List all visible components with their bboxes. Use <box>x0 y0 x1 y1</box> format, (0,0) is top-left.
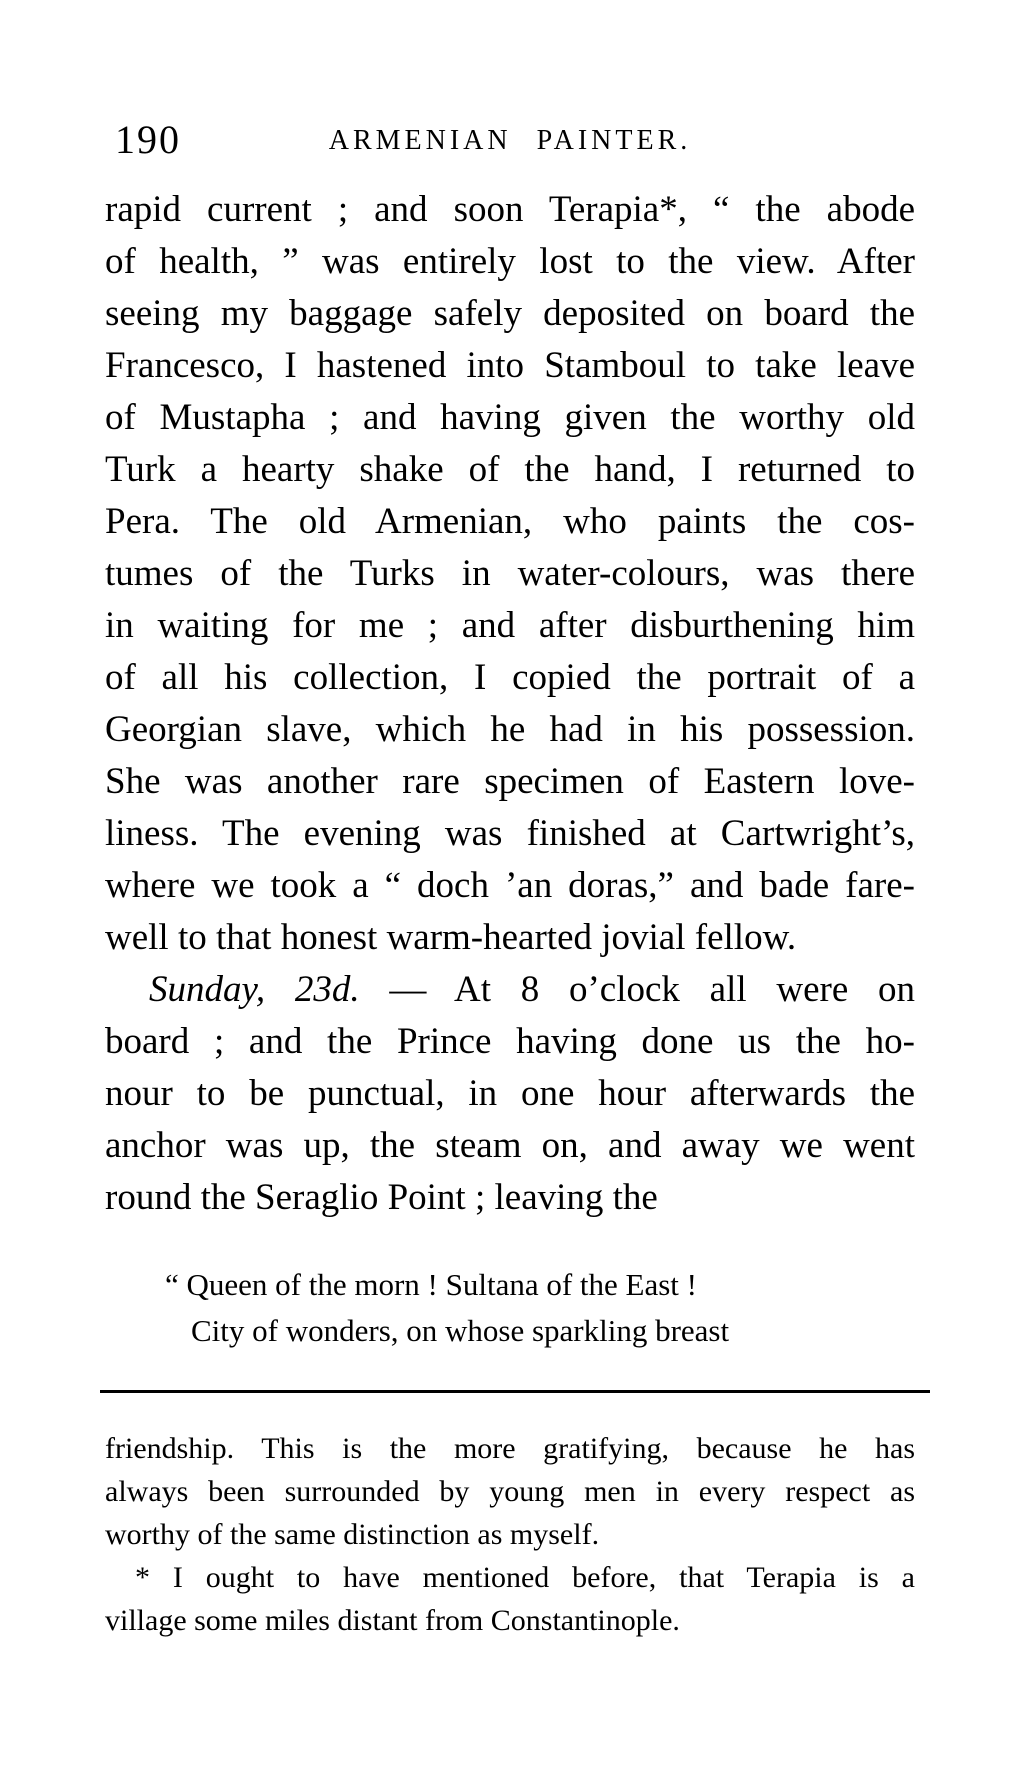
body-line: Georgian slave, which he had in his possession. <box>105 709 915 750</box>
poem-line: “ Queen of the morn ! Sultana of the East ! <box>165 1267 697 1302</box>
body-line: of all his collection, I copied the portrait of a <box>105 657 915 698</box>
footnote-line: village some miles distant from Constantinople. <box>105 1604 680 1637</box>
date-lead-italic: Sunday, 23d. <box>149 969 360 1010</box>
footnote-separator-rule <box>100 1390 930 1393</box>
body-line: anchor was up, the steam on, and away we went <box>105 1125 915 1166</box>
body-line: nour to be punctual, in one hour afterwards the <box>105 1073 915 1114</box>
body-line: Turk a hearty shake of the hand, I returned to <box>105 449 915 490</box>
body-line-rest: — At 8 o’clock all were on <box>359 969 915 1010</box>
page-header <box>105 116 915 160</box>
body-line paragraph-start <box>105 964 915 1016</box>
body-line: rapid current ; and soon Terapia*, “ the abode <box>105 189 915 230</box>
body-line: of Mustapha ; and having given the worthy old <box>105 397 915 438</box>
body-line paragraph-end: well to that honest warm-hearted jovial fellow. <box>105 917 797 958</box>
verse-quotation <box>105 1262 915 1354</box>
body-line: board ; and the Prince having done us the ho- <box>105 1021 915 1062</box>
body-line: tumes of the Turks in water-colours, was there <box>105 553 915 594</box>
body-line: Francesco, I hastened into Stamboul to take leave <box>105 345 915 386</box>
body-line: of health, ” was entirely lost to the view. After <box>105 241 915 282</box>
body-line: She was another rare specimen of Eastern love- <box>105 761 915 802</box>
footnote-line asterisk-note: * I ought to have mentioned before, that Terapia is a <box>135 1561 915 1594</box>
running-head-title: ARMENIAN PAINTER. <box>328 125 692 156</box>
footnote-line: always been surrounded by young men in every respect as <box>105 1475 915 1508</box>
body-line: seeing my baggage safely deposited on board the <box>105 293 915 334</box>
poem-line: City of wonders, on whose sparkling breast <box>191 1313 730 1348</box>
body-line: Pera. The old Armenian, who paints the cos- <box>105 501 915 542</box>
body-line: in waiting for me ; and after disburthening him <box>105 605 915 646</box>
body-line: liness. The evening was finished at Cartwright’s, <box>105 813 915 854</box>
body-text <box>105 184 915 1224</box>
footnote-line: friendship. This is the more gratifying, because he has <box>105 1432 915 1465</box>
footnote-line: worthy of the same distinction as myself. <box>105 1518 600 1551</box>
body-line: where we took a “ doch ’an doras,” and bade fare- <box>105 865 915 906</box>
body-line paragraph-end: round the Seraglio Point ; leaving the <box>105 1177 658 1218</box>
footnotes <box>105 1427 915 1642</box>
page-number: 190 <box>115 117 181 162</box>
